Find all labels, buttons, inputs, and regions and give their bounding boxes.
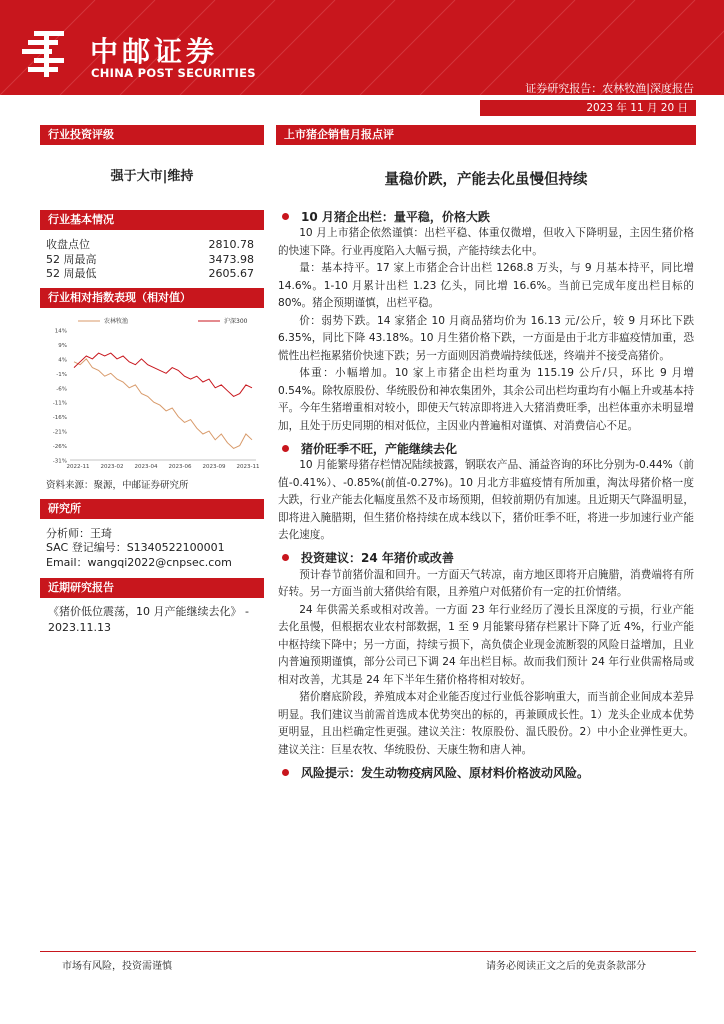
brand-name-cn: 中邮证券	[90, 35, 219, 68]
sac-number: SAC 登记编号：S1340522100001	[46, 541, 225, 554]
y-tick-label: 9%	[58, 342, 67, 349]
x-tick-label: 2023-11	[236, 463, 260, 470]
paragraph: 量：基本持平。17 家上市猪企合计出栏 1268.8 万头，与 9 月基本持平，同比增 14.6%。1-10 月累计出栏 1.23 亿头，同比增 16.6%。当前已完成年度出栏目标的 80%。猪企预期谨慎，出栏平稳。	[278, 262, 694, 309]
section-title: 投资建议：24 年猪价或改善	[301, 551, 454, 565]
series-line	[74, 353, 252, 396]
bullet-dot-icon	[282, 213, 289, 220]
footer-divider	[40, 951, 696, 952]
x-tick-label: 2023-09	[202, 463, 226, 470]
china-post-logo-icon	[20, 28, 72, 80]
recent-report-link[interactable]: 《猪价低位震荡，10 月产能继续去化》 - 2023.11.13	[48, 605, 249, 634]
legend-label: 农林牧渔	[104, 317, 129, 325]
footer-disclaimer-left: 市场有风险，投资需谨慎	[62, 961, 172, 972]
relative-index-chart-svg	[40, 312, 264, 475]
sidebar	[40, 125, 264, 636]
paragraph: 价：弱势下跌。14 家猪企 10 月商品猪均价为 16.13 元/公斤，较 9 月环比下跌 6.35%，同比下降 43.18%。10 月生猪价格下跌，一方面是由于北方非瘟疫情加重，恐慌性出栏拖累猪价快速下跌；另一方面则因消费端持续低迷，终端并不接受高猪价。	[278, 314, 694, 362]
paragraph: 预计春节前猪价温和回升。一方面天气转凉，南方地区即将开启腌腊，消费端将有所好转。另一方面当前大猪供给有限，且养殖户对低猪价有一定的扛价情绪。	[278, 568, 694, 598]
report-header	[0, 0, 724, 95]
paragraph: 24 年供需关系或相对改善。一方面 23 年行业经历了漫长且深度的亏损，行业产能去化虽慢，但根据农业农村部数据，1 至 9 月能繁母猪存栏累计下降了近 4%，行业产能中枢持续下降中；另一方面，持续亏损下，高负债企业现金流断裂的风险日益增加，且业内普遍预期谨慎，部分公司已下调 24 年出栏目标。故而我们预计 24 年行业供需格局或相对改善，尤其是 24 年下半年生猪价格将相对较好。	[278, 603, 694, 686]
paragraph: 体重：小幅增加。10 家上市猪企出栏均重为 115.19 公斤/只，环比 9 月增 0.54%。除牧原股份、华统股份和神农集团外，其余公司出栏均重均有小幅上升或基本持平。今年生猪增重相对较小，即使天气转凉即将进入大猪消费旺季，出栏体重亦未明显增加，且处于历史同期的相对低位，主因业内普遍相对谨慎、对消费信心不足。	[278, 367, 694, 432]
section-title: 风险提示：发生动物疫病风险、原材料价格波动风险。	[301, 765, 590, 780]
x-tick-label: 2023-04	[134, 463, 158, 470]
basics-label: 52 周最高	[46, 252, 97, 266]
basics-value: 3473.98	[208, 252, 254, 266]
x-tick-label: 2022-11	[66, 463, 90, 470]
chart-title: 行业相对指数表现（相对值）	[40, 288, 264, 308]
recent-reports-title: 近期研究报告	[40, 578, 264, 598]
relative-index-chart	[40, 312, 264, 475]
y-tick-label: -1%	[56, 371, 67, 378]
basics-value: 2810.78	[208, 238, 254, 251]
section-title: 10 月猪企出栏：量平稳，价格大跌	[301, 209, 490, 224]
report-category-bar: 上市猪企销售月报点评	[276, 125, 696, 145]
analyst-email[interactable]: Email：wangqi2022@cnpsec.com	[46, 555, 232, 569]
basics-title: 行业基本情况	[40, 210, 264, 230]
analyst-name: 分析师：王琦	[46, 526, 112, 540]
x-tick-label: 2023-02	[100, 463, 124, 470]
rating-value: 强于大市|维持	[110, 169, 194, 184]
brand-name-en: CHINA POST SECURITIES	[91, 66, 256, 80]
footer-disclaimer-right: 请务必阅读正文之后的免责条款部分	[486, 961, 646, 972]
bullet-dot-icon	[282, 445, 289, 452]
section-heading	[276, 439, 696, 457]
basics-label: 收盘点位	[46, 238, 90, 251]
basics-row	[40, 238, 264, 253]
research-title: 研究所	[40, 499, 264, 519]
section-heading	[276, 763, 696, 781]
paragraph: 10 月能繁母猪存栏情况陆续披露，钢联农产品、涌益咨询的环比分别为-0.44%（前值-0.41%）、-0.85%(前值-0.27%)。10 月北方非瘟疫情有所加重，淘汰母猪价格一度大跌，行业产能去化幅度虽然不及市场预期，但较前期仍有加速。且近期天气降温明显，即将进入腌腊期，但生猪价格持续在成本线以下，猪价旺季不旺，将进一步加速行业产能去化速度。	[278, 459, 694, 541]
bullet-dot-icon	[282, 769, 289, 776]
legend-label: 沪深300	[224, 317, 248, 325]
bullet-dot-icon	[282, 554, 289, 561]
y-tick-label: -16%	[52, 414, 67, 421]
y-tick-label: -26%	[52, 443, 67, 450]
y-tick-label: 4%	[58, 356, 67, 363]
y-tick-label: -11%	[52, 400, 67, 407]
basics-label: 52 周最低	[46, 267, 97, 280]
rating-title: 行业投资评级	[40, 125, 264, 145]
basics-value: 2605.67	[208, 267, 254, 280]
main-content	[276, 125, 696, 781]
section-heading	[276, 207, 696, 225]
paragraph: 10 月上市猪企依然谨慎：出栏平稳、体重仅微增，但收入下降明显，主因生猪价格的快速下降。行业再度陷入大幅亏损，产能持续去化中。	[278, 227, 694, 257]
report-date: 2023 年 11 月 20 日	[480, 100, 696, 116]
section-heading	[276, 549, 696, 567]
basics-row	[40, 253, 264, 268]
report-type: 证券研究报告：农林牧渔|深度报告	[525, 82, 694, 95]
y-tick-label: -21%	[52, 429, 67, 436]
chart-source: 资料来源：聚源，中邮证券研究所	[46, 479, 189, 491]
section-title: 猪价旺季不旺，产能继续去化	[301, 441, 458, 456]
basics-row	[40, 267, 264, 282]
y-tick-label: -31%	[52, 458, 67, 464]
x-tick-label: 2023-06	[168, 463, 192, 470]
y-tick-label: 14%	[54, 328, 67, 334]
report-headline: 量稳价跌，产能去化虽慢但持续	[384, 172, 588, 188]
paragraph: 猪价磨底阶段，养殖成本对企业能否度过行业低谷影响重大，而当前企业间成本差异明显。我们建议当前需首选成本优势突出的标的，再兼顾成长性。1）龙头企业成本优势更明显，且出栏确定性更强。建议关注：牧原股份、温氏股份。2）中小企业弹性更大。建议关注：巨星农牧、华统股份、天康生物和唐人神。	[278, 691, 694, 756]
y-tick-label: -6%	[56, 385, 67, 392]
